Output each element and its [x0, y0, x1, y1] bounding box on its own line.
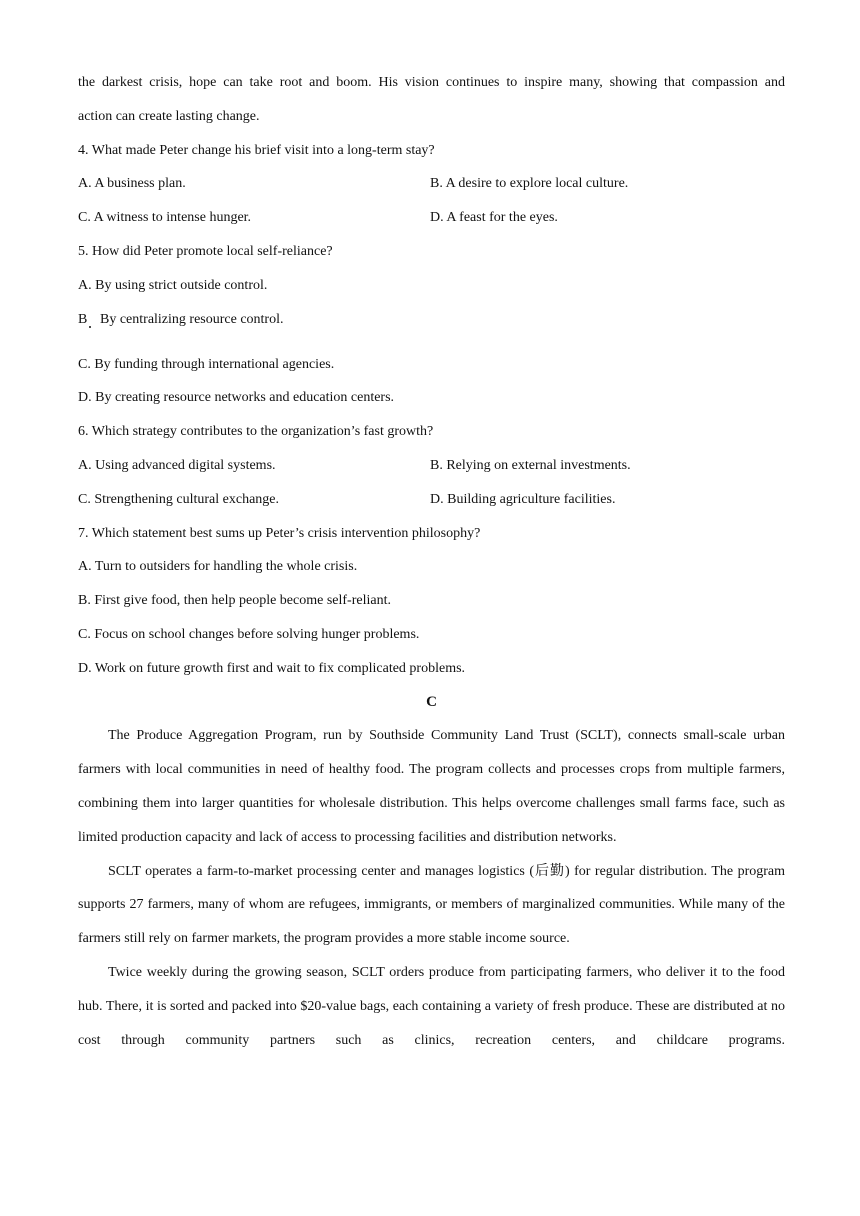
question-4-options-row-1 — [78, 167, 785, 201]
question-5-option-b-letter: B — [78, 303, 100, 337]
question-5-option-d: D. By creating resource networks and education centers. — [78, 390, 395, 406]
question-7-option-a: A. Turn to outsiders for handling the whole crisis. — [78, 559, 358, 575]
question-4-option-c: C. A witness to intense hunger. — [78, 210, 252, 226]
question-7-option-d: D. Work on future growth first and wait to fix complicated problems. — [78, 660, 466, 676]
question-6-option-d: D. Building agriculture facilities. — [430, 491, 616, 507]
section-c-paragraph-2: SCLT operates a farm-to-market processing center and manages logistics (后勤) for regular distribution. The program supports 27 farmers, many of whom are refugees, immigrants, or members of marginalized communities. While many of the farmers still rely on farmer markets, the program provides a more stable income source. — [78, 863, 785, 947]
question-4-option-d: D. A feast for the eyes. — [430, 210, 558, 226]
question-6-option-c: C. Strengthening cultural exchange. — [78, 491, 279, 507]
intro-line-1: the darkest crisis, hope can take root and boom. His vision continues to inspire many, showing that compassion and — [78, 75, 785, 90]
question-6-option-a: A. Using advanced digital systems. — [78, 457, 276, 473]
question-6-options-row-2 — [78, 483, 785, 517]
question-4-option-b: B. A desire to explore local culture. — [430, 176, 629, 192]
question-4-options-row-2 — [78, 201, 785, 235]
question-5-option-c: C. By funding through international agencies. — [78, 356, 335, 372]
section-c-paragraph-1: The Produce Aggregation Program, run by Southside Community Land Trust (SCLT), connects small-scale urban farmers with local communities in need of healthy food. The program collects and processes crops from multiple farmers, combining them into larger quantities for wholesale distribution. This helps overcome challenges small farms face, such as limited production capacity and lack of access to processing facilities and distribution networks. — [78, 728, 785, 845]
question-6-options-row-1 — [78, 449, 785, 483]
document-page — [78, 66, 785, 1057]
question-4-option-a: A. A business plan. — [78, 176, 186, 192]
section-c-heading: C — [426, 693, 437, 710]
question-7-stem: 7. Which statement best sums up Peter’s crisis intervention philosophy? — [78, 525, 481, 541]
question-7-option-c: C. Focus on school changes before solving hunger problems. — [78, 626, 420, 642]
question-5-option-b-text: By centralizing resource control. — [100, 311, 284, 327]
question-6-option-b: B. Relying on external investments. — [430, 457, 631, 473]
question-4-stem: 4. What made Peter change his brief visit into a long-term stay? — [78, 142, 435, 158]
intro-line-2: action can create lasting change. — [78, 108, 260, 124]
question-5-stem: 5. How did Peter promote local self-reliance? — [78, 243, 333, 259]
section-c-paragraph-3: Twice weekly during the growing season, SCLT orders produce from participating farmers, who deliver it to the food hub. There, it is sorted and packed into $20-value bags, each containing a variety of fresh produce. These are distributed at no cost through community partners such as clinics, recreation centers, and childcare programs. — [78, 964, 785, 1048]
question-7-option-b: B. First give food, then help people become self-reliant. — [78, 593, 391, 609]
question-6-stem: 6. Which strategy contributes to the organization’s fast growth? — [78, 424, 434, 440]
question-5-option-b — [78, 303, 785, 348]
question-5-option-a: A. By using strict outside control. — [78, 277, 268, 293]
